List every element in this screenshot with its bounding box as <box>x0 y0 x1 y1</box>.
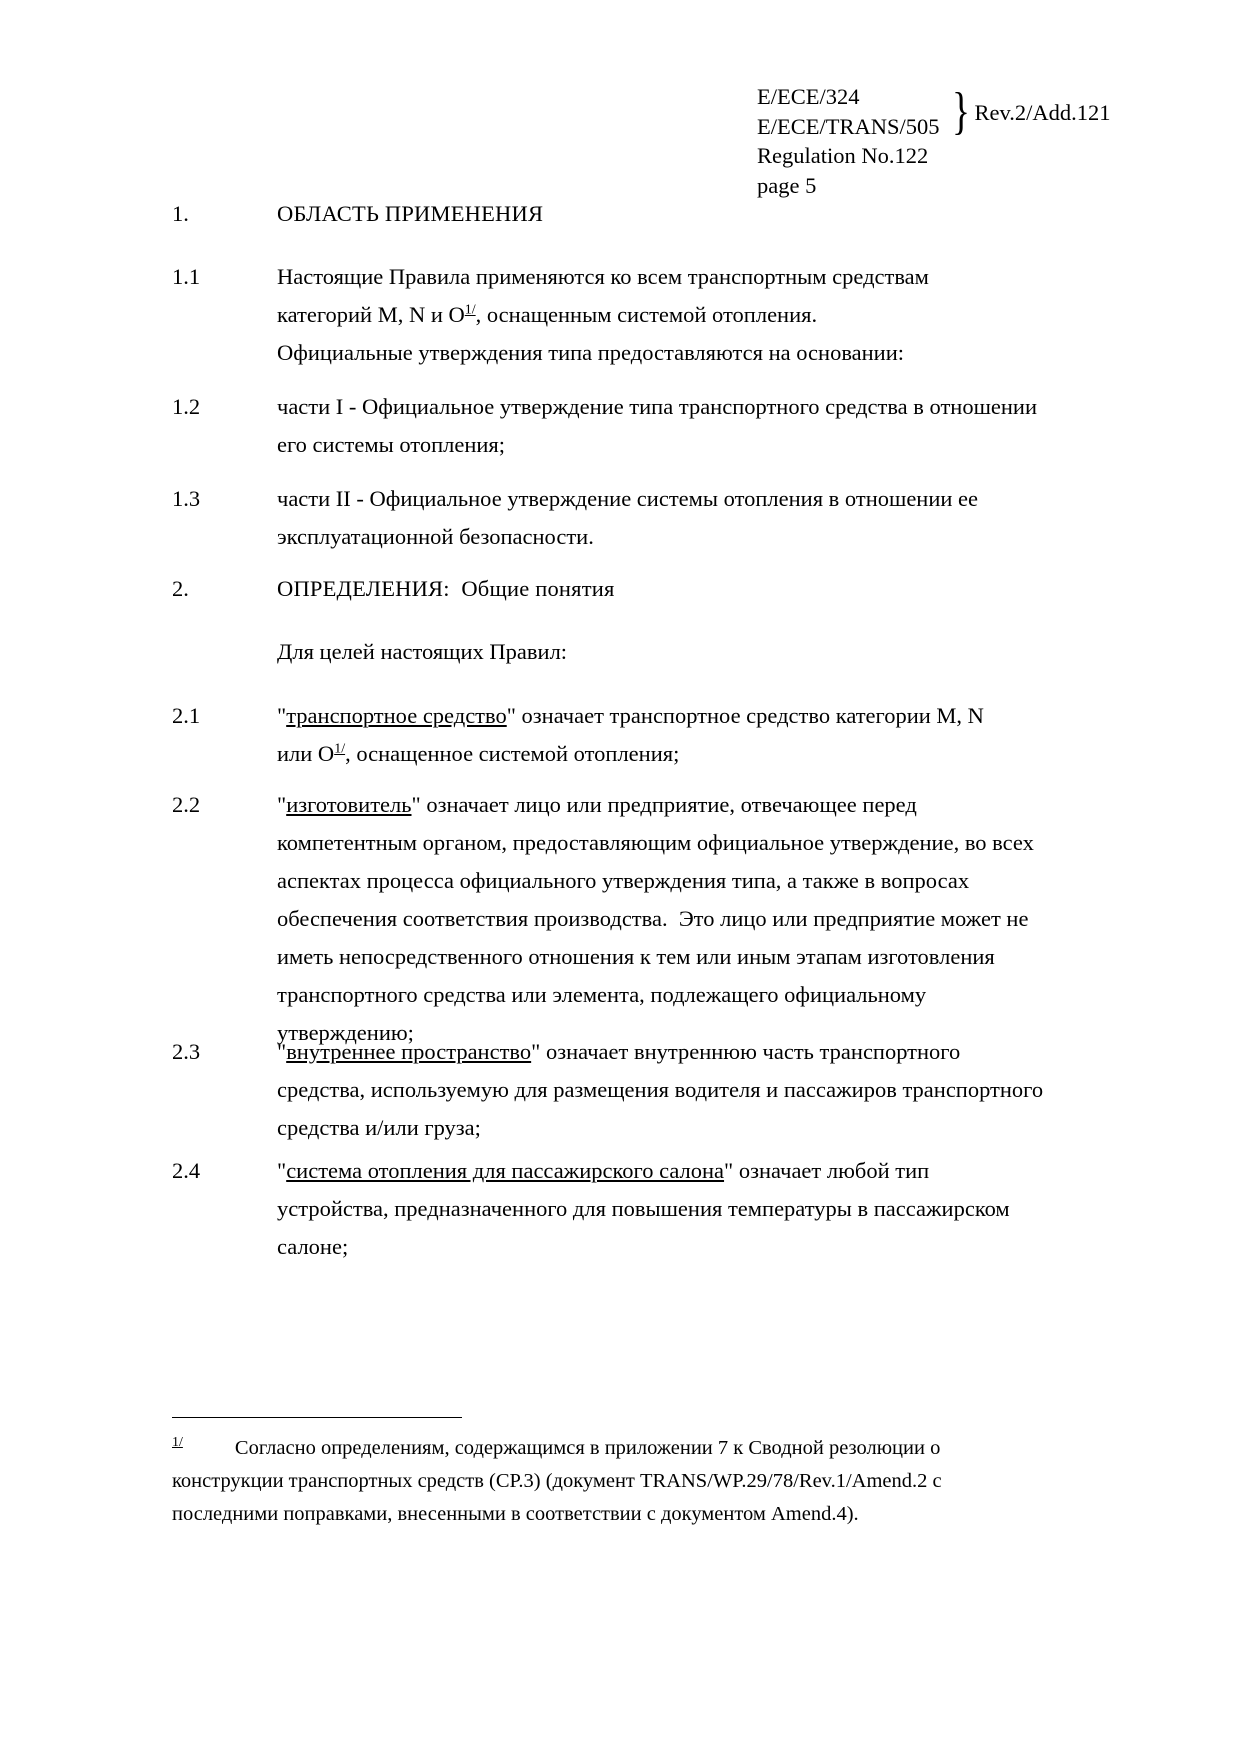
footnote-block <box>172 1432 1072 1531</box>
clause-2-4 <box>172 1152 1067 1266</box>
clause-line: ОПРЕДЕЛЕНИЯ: Общие понятия <box>277 576 615 601</box>
clause-line: Для целей настоящих Правил: <box>277 639 568 664</box>
quote-open: " <box>277 703 287 728</box>
clause-line: части I - Официальное утверждение типа транспортного средства в отношении <box>277 394 1038 419</box>
clause-line: аспектах процесса официального утверждения типа, а также в вопросах <box>277 868 970 893</box>
clause-line: средства и/или груза; <box>277 1115 481 1140</box>
clause-line <box>277 697 1067 735</box>
clause-2-2 <box>172 786 1067 1052</box>
clause-line: утверждению; <box>277 1020 414 1045</box>
defined-term: внутреннее пространство <box>286 1039 532 1064</box>
defined-term: транспортное средство <box>286 703 507 728</box>
document-header <box>757 82 1111 200</box>
clause-line: части II - Официальное утверждение системы отопления в отношении ее <box>277 486 979 511</box>
doc-id-line-2: E/ECE/TRANS/505 <box>757 113 940 139</box>
clause-text <box>277 388 1067 464</box>
quote-close: " <box>724 1158 734 1183</box>
footnote-marker: 1/ <box>464 302 476 318</box>
footnote-marker: 1/ <box>334 741 346 757</box>
clause-line <box>277 1033 1067 1071</box>
quote-open: " <box>277 792 287 817</box>
quote-open: " <box>277 1039 287 1064</box>
clause-2 <box>172 570 1067 608</box>
clause-line <box>277 786 1067 824</box>
quote-open: " <box>277 1158 287 1183</box>
clause-number: 1.1 <box>172 264 201 289</box>
clause-intro-definitions <box>172 633 1067 671</box>
footnote-line: конструкции транспортных средств (СР.3) (документ TRANS/WP.29/78/Rev.1/Amend.2 с <box>172 1470 942 1492</box>
clause-2-1 <box>172 697 1067 773</box>
revision-group <box>952 83 1111 141</box>
clause-line: ОБЛАСТЬ ПРИМЕНЕНИЯ <box>277 201 544 226</box>
clause-line-part: , оснащенным системой отопления. <box>475 302 818 327</box>
clause-line-part: , оснащенное системой отопления; <box>345 741 680 766</box>
clause-text <box>277 633 1067 671</box>
revision-label: Rev.2/Add.121 <box>974 100 1111 126</box>
clause-number: 2.2 <box>172 792 201 817</box>
clause-line: обеспечения соответствия производства. Это лицо или предприятие может не <box>277 906 1029 931</box>
doc-id-line-3: Regulation No.122 <box>757 143 929 168</box>
clause-text <box>277 195 1067 233</box>
quote-close: " <box>411 792 421 817</box>
footnote-line <box>172 1432 1072 1465</box>
defined-term: система отопления для пассажирского салона <box>286 1158 725 1183</box>
footnote-line: последними поправками, внесенными в соответствии с документом Amend.4). <box>172 1503 859 1525</box>
curly-brace-icon: } <box>951 83 970 140</box>
clause-text <box>277 786 1067 1052</box>
clause-text <box>277 570 1067 608</box>
clause-line-part: означает лицо или предприятие, отвечающее перед <box>420 792 917 817</box>
clause-number: 2.3 <box>172 1039 201 1064</box>
footnote-separator-rule <box>172 1417 462 1418</box>
document-identifier-block <box>757 82 940 200</box>
clause-1 <box>172 195 1067 233</box>
clause-number: 1. <box>172 201 189 226</box>
clause-text <box>277 258 1067 372</box>
clause-line: Официальные утверждения типа предоставляются на основании: <box>277 340 905 365</box>
clause-line: средства, используемую для размещения водителя и пассажиров транспортного <box>277 1077 1044 1102</box>
clause-text <box>277 697 1067 773</box>
clause-number: 1.2 <box>172 394 201 419</box>
clause-line: эксплуатационной безопасности. <box>277 524 594 549</box>
clause-line <box>277 735 1067 773</box>
clause-line-part: категорий M, N и O <box>277 302 465 327</box>
clause-2-3 <box>172 1033 1067 1147</box>
footnote-line-part: Согласно определениям, содержащимся в приложении 7 к Сводной резолюции о <box>234 1437 941 1459</box>
clause-line: его системы отопления; <box>277 432 506 457</box>
clause-line: иметь непосредственного отношения к тем или иным этапам изготовления <box>277 944 995 969</box>
quote-close: " <box>506 703 516 728</box>
clause-line: транспортного средства или элемента, подлежащего официальному <box>277 982 927 1007</box>
clause-text <box>277 1033 1067 1147</box>
clause-line: устройства, предназначенного для повышения температуры в пассажирском <box>277 1196 1010 1221</box>
clause-line-part: означает любой тип <box>733 1158 930 1183</box>
clause-1-3 <box>172 480 1067 556</box>
clause-line: компетентным органом, предоставляющим официальное утверждение, во всех <box>277 830 1034 855</box>
clause-line-part: означает транспортное средство категории M, N <box>515 703 984 728</box>
clause-line: Настоящие Правила применяются ко всем транспортным средствам <box>277 264 929 289</box>
clause-line-part: или O <box>277 741 335 766</box>
clause-text <box>277 1152 1067 1266</box>
clause-line <box>277 1152 1067 1190</box>
quote-close: " <box>531 1039 541 1064</box>
page-number-label: page 5 <box>757 172 817 198</box>
clause-text <box>277 480 1067 556</box>
footnote-marker: 1/ <box>172 1435 183 1451</box>
clause-line <box>277 296 1067 334</box>
clause-line-part: означает внутреннюю часть транспортного <box>540 1039 961 1064</box>
clause-number: 2.4 <box>172 1158 201 1183</box>
doc-id-line-1: E/ECE/324 <box>757 84 860 109</box>
clause-1-2 <box>172 388 1067 464</box>
clause-number: 2. <box>172 576 189 601</box>
clause-number: 2.1 <box>172 703 201 728</box>
defined-term: изготовитель <box>286 792 412 817</box>
clause-number: 1.3 <box>172 486 201 511</box>
clause-line: салоне; <box>277 1234 349 1259</box>
clause-1-1 <box>172 258 1067 372</box>
